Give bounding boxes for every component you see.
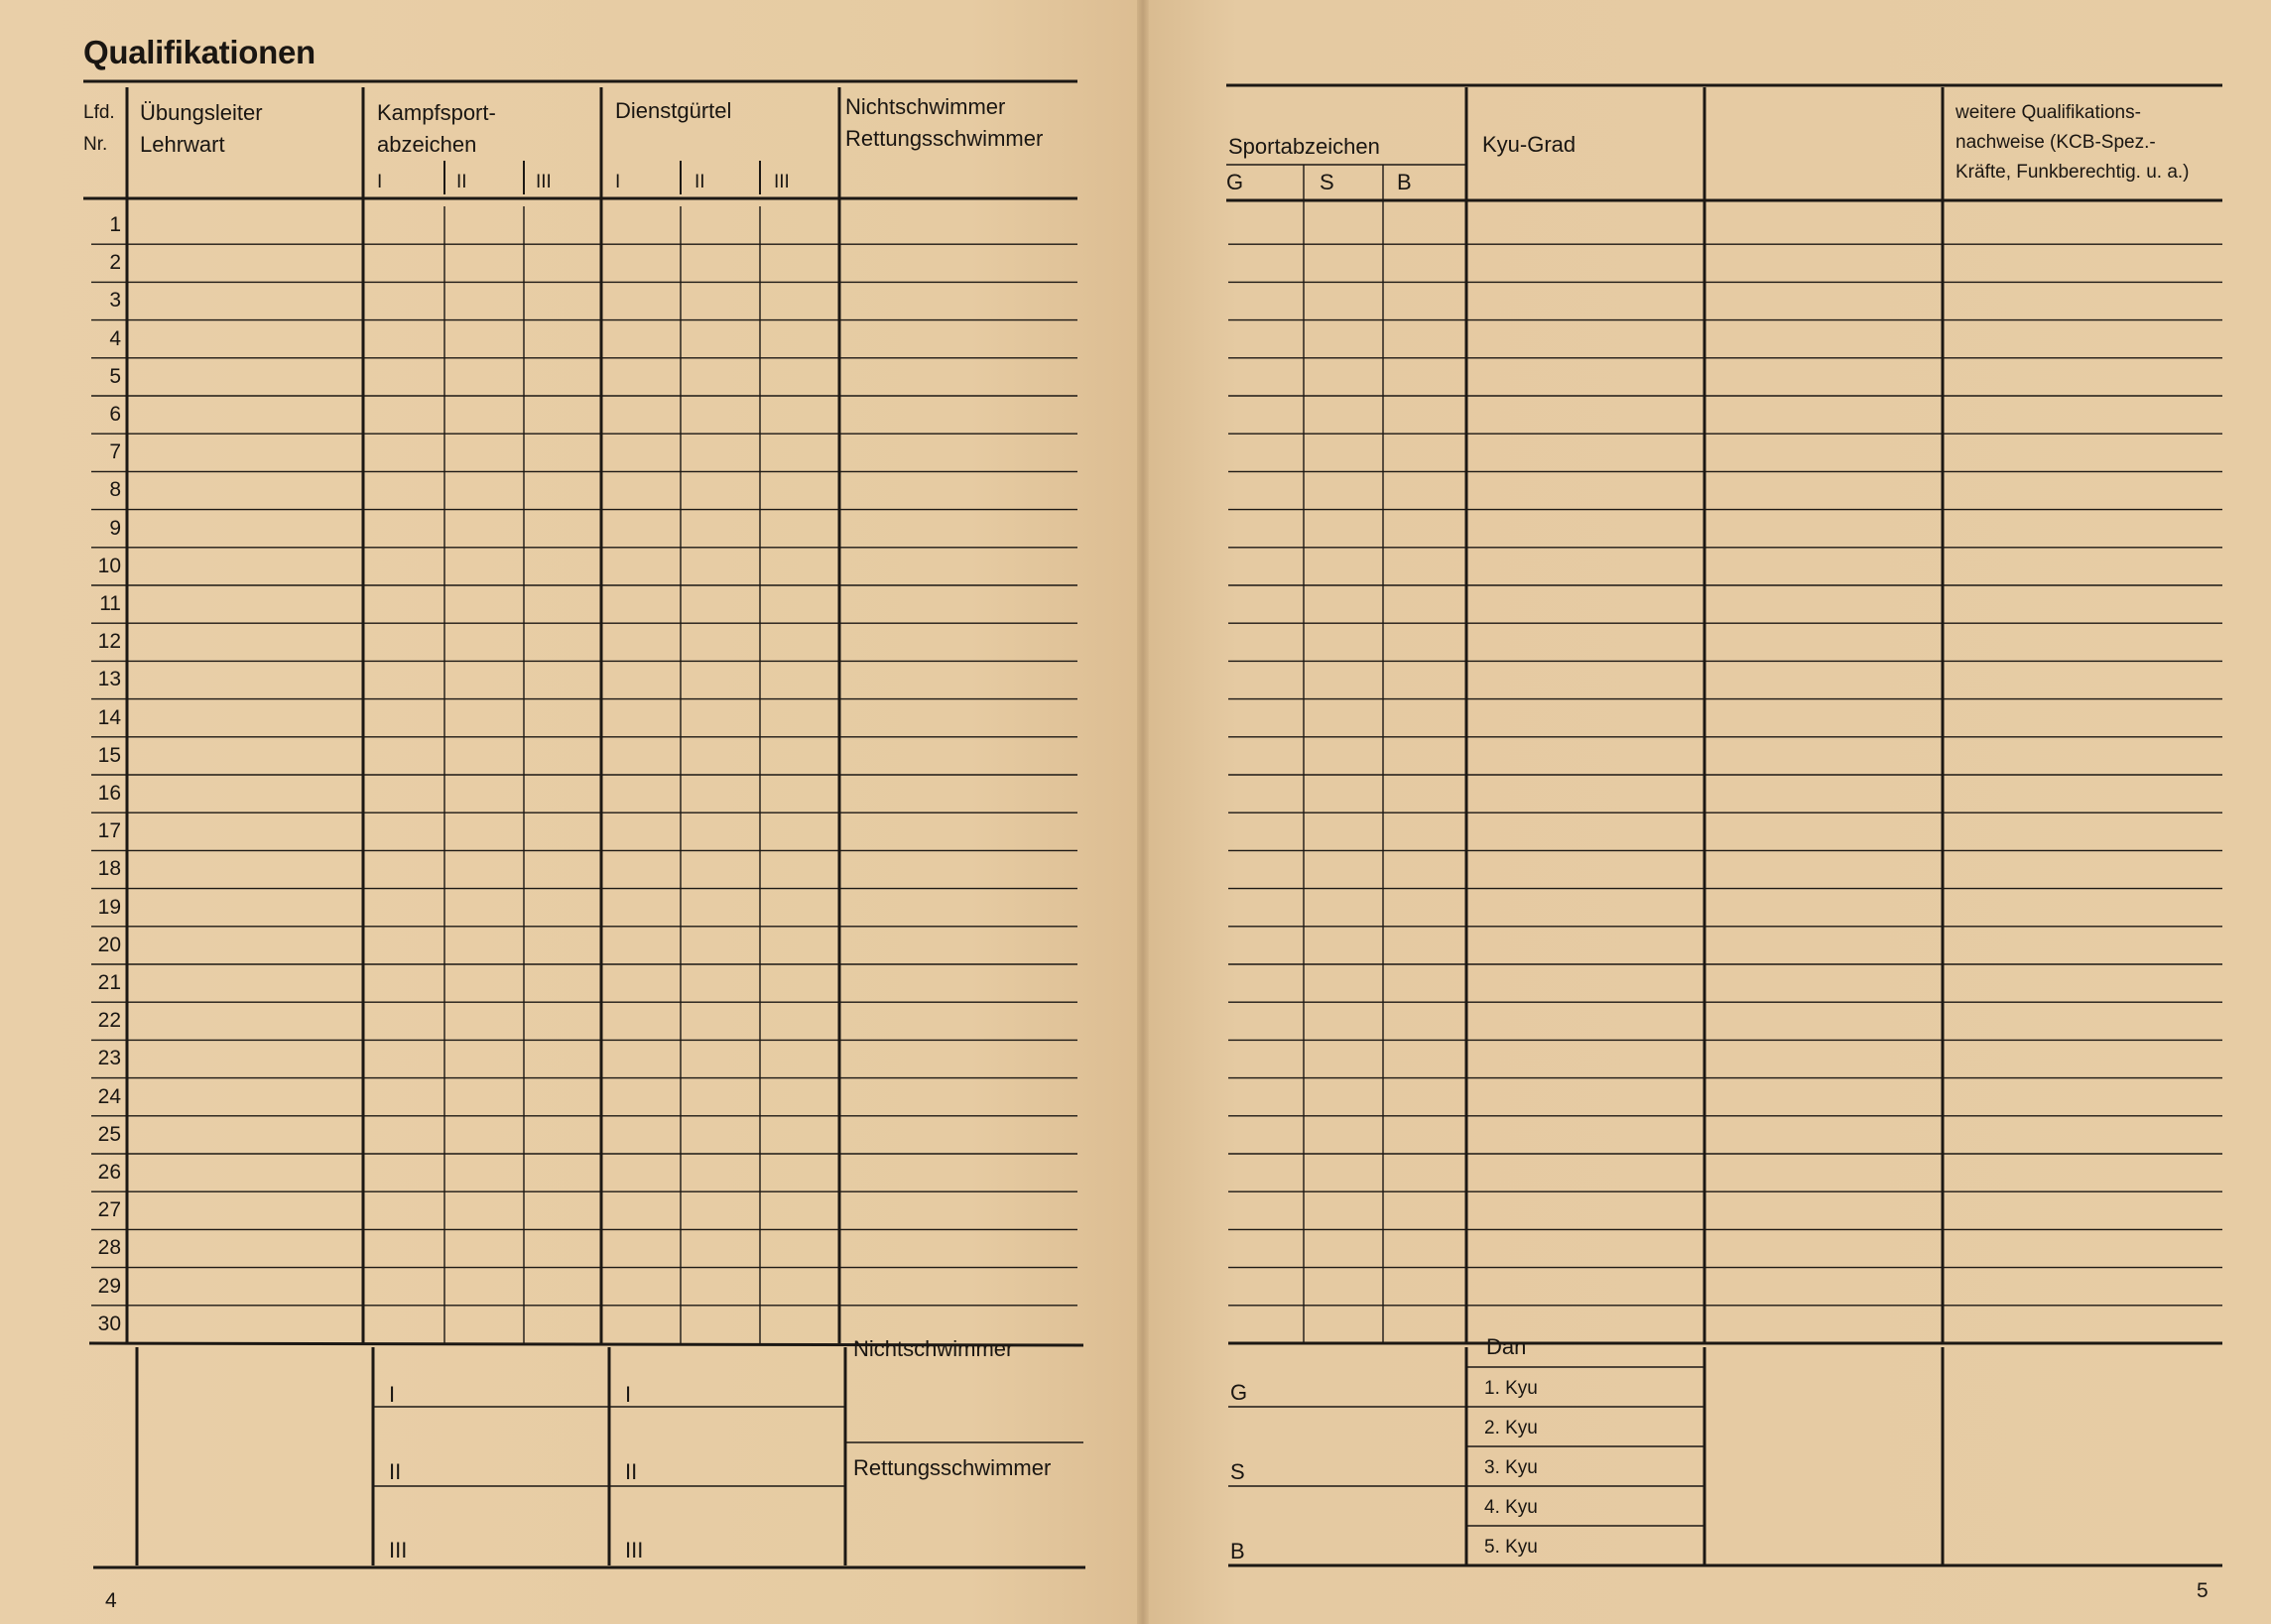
row-number: 11 bbox=[99, 592, 121, 615]
row-number: 25 bbox=[97, 1122, 121, 1146]
summary-kampfsport-iii: III bbox=[389, 1538, 408, 1562]
row-number: 17 bbox=[97, 819, 121, 843]
summary-dienstguertel-i: I bbox=[625, 1382, 632, 1407]
row-number: 6 bbox=[109, 403, 121, 426]
summary-kyu-2: 2. Kyu bbox=[1484, 1418, 1538, 1438]
sportabzeichen-sub-b: B bbox=[1397, 170, 1412, 194]
header-weitere-line2: nachweise (KCB-Spez.- bbox=[1956, 132, 2156, 153]
row-number: 29 bbox=[97, 1274, 121, 1298]
row-number: 19 bbox=[97, 895, 121, 919]
sportabzeichen-sub-g: G bbox=[1226, 170, 1244, 194]
row-number: 8 bbox=[109, 478, 121, 502]
summary-dan: Dan bbox=[1486, 1334, 1527, 1359]
summary-sport-g: G bbox=[1230, 1380, 1248, 1405]
row-number: 20 bbox=[97, 933, 121, 956]
summary-kyu-1: 1. Kyu bbox=[1484, 1378, 1538, 1399]
row-number: 10 bbox=[97, 554, 121, 577]
row-number: 18 bbox=[97, 857, 121, 881]
row-number: 16 bbox=[97, 782, 121, 805]
summary-kampfsport-ii: II bbox=[389, 1459, 402, 1484]
row-number: 22 bbox=[97, 1009, 121, 1033]
row-number: 27 bbox=[97, 1198, 121, 1222]
header-lehrwart: Lehrwart bbox=[140, 132, 225, 157]
summary-rettungsschwimmer: Rettungsschwimmer bbox=[853, 1455, 1052, 1480]
header-weitere-line3: Kräfte, Funkberechtig. u. a.) bbox=[1956, 162, 2190, 183]
header-sportabzeichen: Sportabzeichen bbox=[1228, 134, 1380, 159]
page-title: Qualifikationen bbox=[83, 34, 315, 70]
header-kyu-grad: Kyu-Grad bbox=[1482, 132, 1577, 157]
kampfsport-sub-ii: II bbox=[456, 172, 467, 192]
page-number-left: 4 bbox=[105, 1589, 117, 1612]
dienstguertel-sub-ii: II bbox=[694, 172, 705, 192]
header-dienstguertel: Dienstgürtel bbox=[615, 98, 732, 123]
row-number: 12 bbox=[97, 630, 121, 654]
page-number-right: 5 bbox=[2197, 1579, 2208, 1602]
sportabzeichen-sub-s: S bbox=[1320, 170, 1334, 194]
header-lfd: Lfd. bbox=[83, 102, 115, 123]
row-number: 5 bbox=[109, 364, 121, 388]
summary-kampfsport-i: I bbox=[389, 1382, 396, 1407]
dienstguertel-sub-i: I bbox=[615, 172, 621, 192]
row-number: 28 bbox=[97, 1236, 121, 1260]
summary-kyu-5: 5. Kyu bbox=[1484, 1537, 1538, 1558]
row-number: 9 bbox=[109, 516, 121, 540]
summary-nichtschwimmer: Nichtschwimmer bbox=[853, 1336, 1014, 1361]
header-weitere-line1: weitere Qualifikations- bbox=[1956, 102, 2141, 123]
row-number: 3 bbox=[109, 289, 121, 312]
summary-kyu-4: 4. Kyu bbox=[1484, 1497, 1538, 1518]
header-uebungsleiter: Übungsleiter bbox=[140, 100, 263, 125]
dienstguertel-sub-iii: III bbox=[774, 172, 790, 192]
row-number: 24 bbox=[97, 1084, 121, 1108]
row-number: 7 bbox=[109, 440, 121, 464]
row-number: 2 bbox=[109, 251, 121, 275]
row-number: 15 bbox=[97, 743, 121, 767]
summary-sport-b: B bbox=[1230, 1539, 1245, 1563]
row-number: 14 bbox=[97, 705, 121, 729]
header-nr: Nr. bbox=[83, 134, 108, 155]
row-number: 26 bbox=[97, 1161, 121, 1184]
summary-sport-s: S bbox=[1230, 1459, 1245, 1484]
header-nichtschwimmer: Nichtschwimmer bbox=[845, 94, 1006, 119]
summary-dienstguertel-iii: III bbox=[625, 1538, 644, 1562]
row-number: 1 bbox=[109, 213, 121, 236]
kampfsport-sub-i: I bbox=[377, 172, 383, 192]
summary-kyu-3: 3. Kyu bbox=[1484, 1457, 1538, 1478]
header-kampfsport-line1: Kampfsport- bbox=[377, 100, 496, 125]
header-rettungsschwimmer: Rettungsschwimmer bbox=[845, 126, 1044, 151]
row-number: 21 bbox=[97, 971, 121, 994]
kampfsport-sub-iii: III bbox=[536, 172, 552, 192]
header-kampfsport-line2: abzeichen bbox=[377, 132, 477, 157]
row-number: 23 bbox=[97, 1047, 121, 1070]
row-number: 13 bbox=[97, 668, 121, 691]
row-number: 30 bbox=[97, 1312, 121, 1335]
row-number: 4 bbox=[109, 326, 121, 350]
summary-dienstguertel-ii: II bbox=[625, 1459, 638, 1484]
